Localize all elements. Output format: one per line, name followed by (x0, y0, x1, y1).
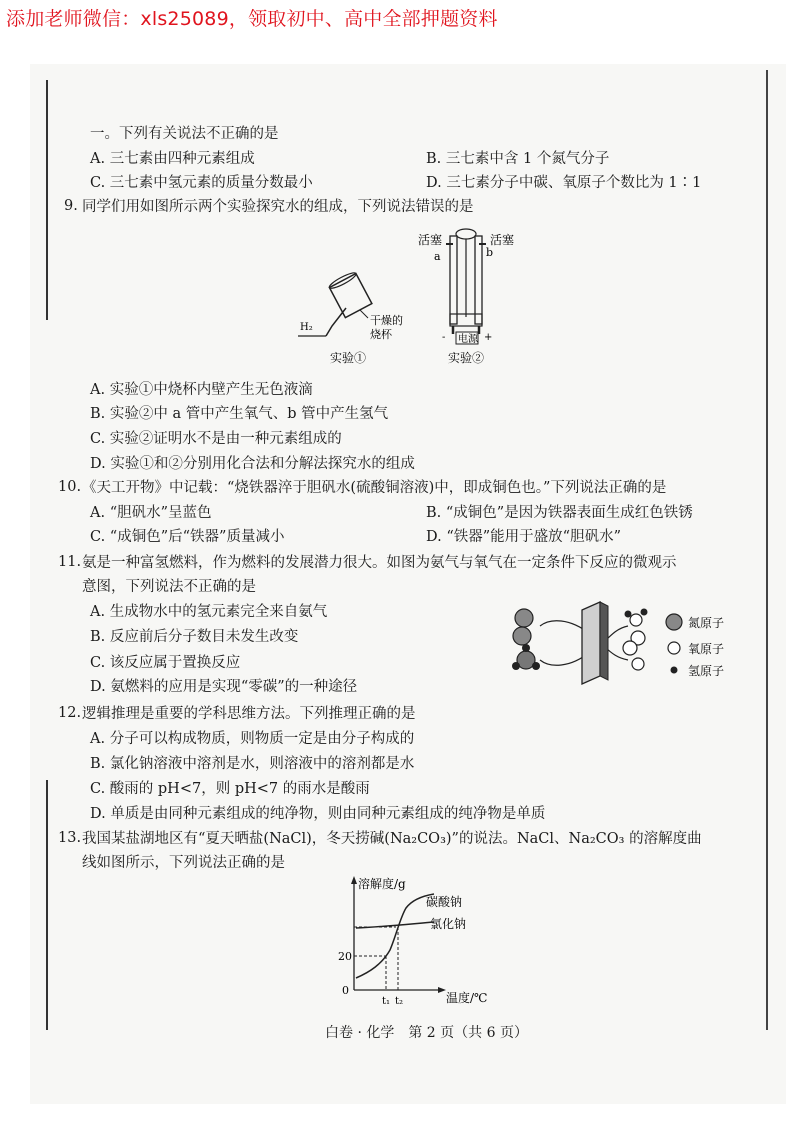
q9-option-c: C. 实验②证明水不是由一种元素组成的 (90, 431, 342, 447)
q13-solubility-graph (330, 872, 510, 1007)
tube-b-label: b (486, 246, 494, 259)
q9-option-b: B. 实验②中 a 管中产生氧气、b 管中产生氢气 (90, 406, 389, 422)
q10-stem: 《天工开物》中记载：“烧铁器淬于胆矾水(硫酸铜溶液)中，即成铜色也。”下列说法正确的是 (82, 480, 667, 496)
valve-right-label: 活塞 (490, 233, 515, 247)
promo-banner: 添加老师微信：xls25089，领取初中、高中全部押题资料 (6, 8, 498, 30)
power-label: 电源 (458, 334, 478, 345)
q9-number: 9. (64, 198, 78, 214)
q8-option-d: D. 三七素分子中碳、氧原子个数比为 1∶1 (426, 175, 702, 191)
q11-option-b: B. 反应前后分子数目未发生改变 (90, 629, 299, 645)
experiment2-label: 实验② (448, 351, 485, 365)
q8-option-b: B. 三七素中含 1 个氮气分子 (426, 151, 610, 167)
label-sodium-chloride: 氯化钠 (430, 917, 467, 931)
q11-reaction-diagram (500, 598, 770, 690)
q11-option-d: D. 氨燃料的应用是实现“零碳”的一种途径 (90, 679, 358, 695)
label-sodium-carbonate: 碳酸钠 (426, 895, 463, 909)
q10-option-c: C. “成铜色”后“铁器”质量减小 (90, 529, 285, 545)
q11-option-c: C. 该反应属于置换反应 (90, 655, 241, 671)
x-axis-label: 温度/℃ (446, 991, 488, 1005)
q11-stem-line1: 氨是一种富氢燃料，作为燃料的发展潜力很大。如图为氨气与氧气在一定条件下反应的微观示 (82, 555, 677, 571)
origin-label: 0 (342, 984, 349, 997)
q11-legend (666, 614, 724, 678)
q13-stem-line1: 我国某盐湖地区有“夏天晒盐(NaCl)，冬天捞碱(Na₂CO₃)”的说法。NaCl、Na₂CO₃ 的溶解度曲 (82, 831, 702, 847)
oxygen-atom-icon (668, 642, 680, 654)
y-tick-20: 20 (338, 950, 352, 963)
power-plus: + (484, 332, 493, 343)
beaker-label-2: 烧杯 (370, 328, 392, 341)
q9-stem: 同学们用如图所示两个实验探究水的组成，下列说法错误的是 (82, 199, 474, 215)
experiment2-apparatus (418, 229, 514, 365)
power-minus: - (442, 332, 446, 343)
q11-number: 11. (58, 554, 82, 570)
q12-number: 12. (58, 705, 82, 721)
q9-figure (290, 222, 540, 372)
tube-a-label: a (434, 250, 441, 263)
curve-sodium-carbonate (356, 894, 434, 978)
experiment1-label: 实验① (330, 351, 367, 365)
q9-option-d: D. 实验①和②分别用化合法和分解法探究水的组成 (90, 456, 415, 472)
q12-option-b: B. 氯化钠溶液中溶剂是水，则溶液中的溶剂都是水 (90, 756, 415, 772)
q11-option-a: A. 生成物水中的氢元素完全来自氨气 (90, 604, 328, 620)
page-footer: 白卷 · 化学 第 2 页（共 6 页） (325, 1025, 528, 1041)
page-edge-right (766, 70, 768, 1030)
legend-hydrogen: 氢原子 (688, 664, 725, 678)
q10-number: 10. (58, 479, 82, 495)
q11-stem-line2: 意图，下列说法不正确的是 (82, 579, 256, 595)
legend-nitrogen: 氮原子 (688, 616, 725, 630)
legend-oxygen: 氧原子 (688, 642, 725, 656)
q12-stem: 逻辑推理是重要的学科思维方法。下列推理正确的是 (82, 706, 416, 722)
nitrogen-atom-icon (666, 614, 682, 630)
q12-option-a: A. 分子可以构成物质，则物质一定是由分子构成的 (90, 731, 415, 747)
q13-stem-line2: 线如图所示，下列说法正确的是 (82, 855, 285, 871)
q13-number: 13. (58, 830, 82, 846)
q8-option-a: A. 三七素由四种元素组成 (90, 151, 255, 167)
q12-option-c: C. 酸雨的 pH<7，则 pH<7 的雨水是酸雨 (90, 781, 370, 797)
t1-label: t₁ (382, 996, 391, 1007)
q8-stem: 一。下列有关说法不正确的是 (90, 126, 279, 142)
h2-label: H₂ (300, 322, 313, 333)
q10-option-a: A. “胆矾水”呈蓝色 (90, 505, 212, 521)
beaker-label-1: 干燥的 (370, 314, 403, 327)
t2-label: t₂ (395, 996, 404, 1007)
q9-option-a: A. 实验①中烧杯内壁产生无色液滴 (90, 382, 313, 398)
page-edge-left-lower (46, 780, 48, 1030)
q8-option-c: C. 三七素中氢元素的质量分数最小 (90, 175, 313, 191)
y-axis-label: 溶解度/g (358, 877, 406, 891)
hydrogen-atom-icon (671, 667, 678, 674)
q10-option-b: B. “成铜色”是因为铁器表面生成红色铁锈 (426, 505, 693, 521)
valve-left-label: 活塞 (418, 233, 443, 247)
experiment1-apparatus (298, 270, 403, 365)
page-edge-left (46, 80, 48, 320)
q12-option-d: D. 单质是由同种元素组成的纯净物，则由同种元素组成的纯净物是单质 (90, 806, 546, 822)
q10-option-d: D. “铁器”能用于盛放“胆矾水” (426, 529, 621, 545)
